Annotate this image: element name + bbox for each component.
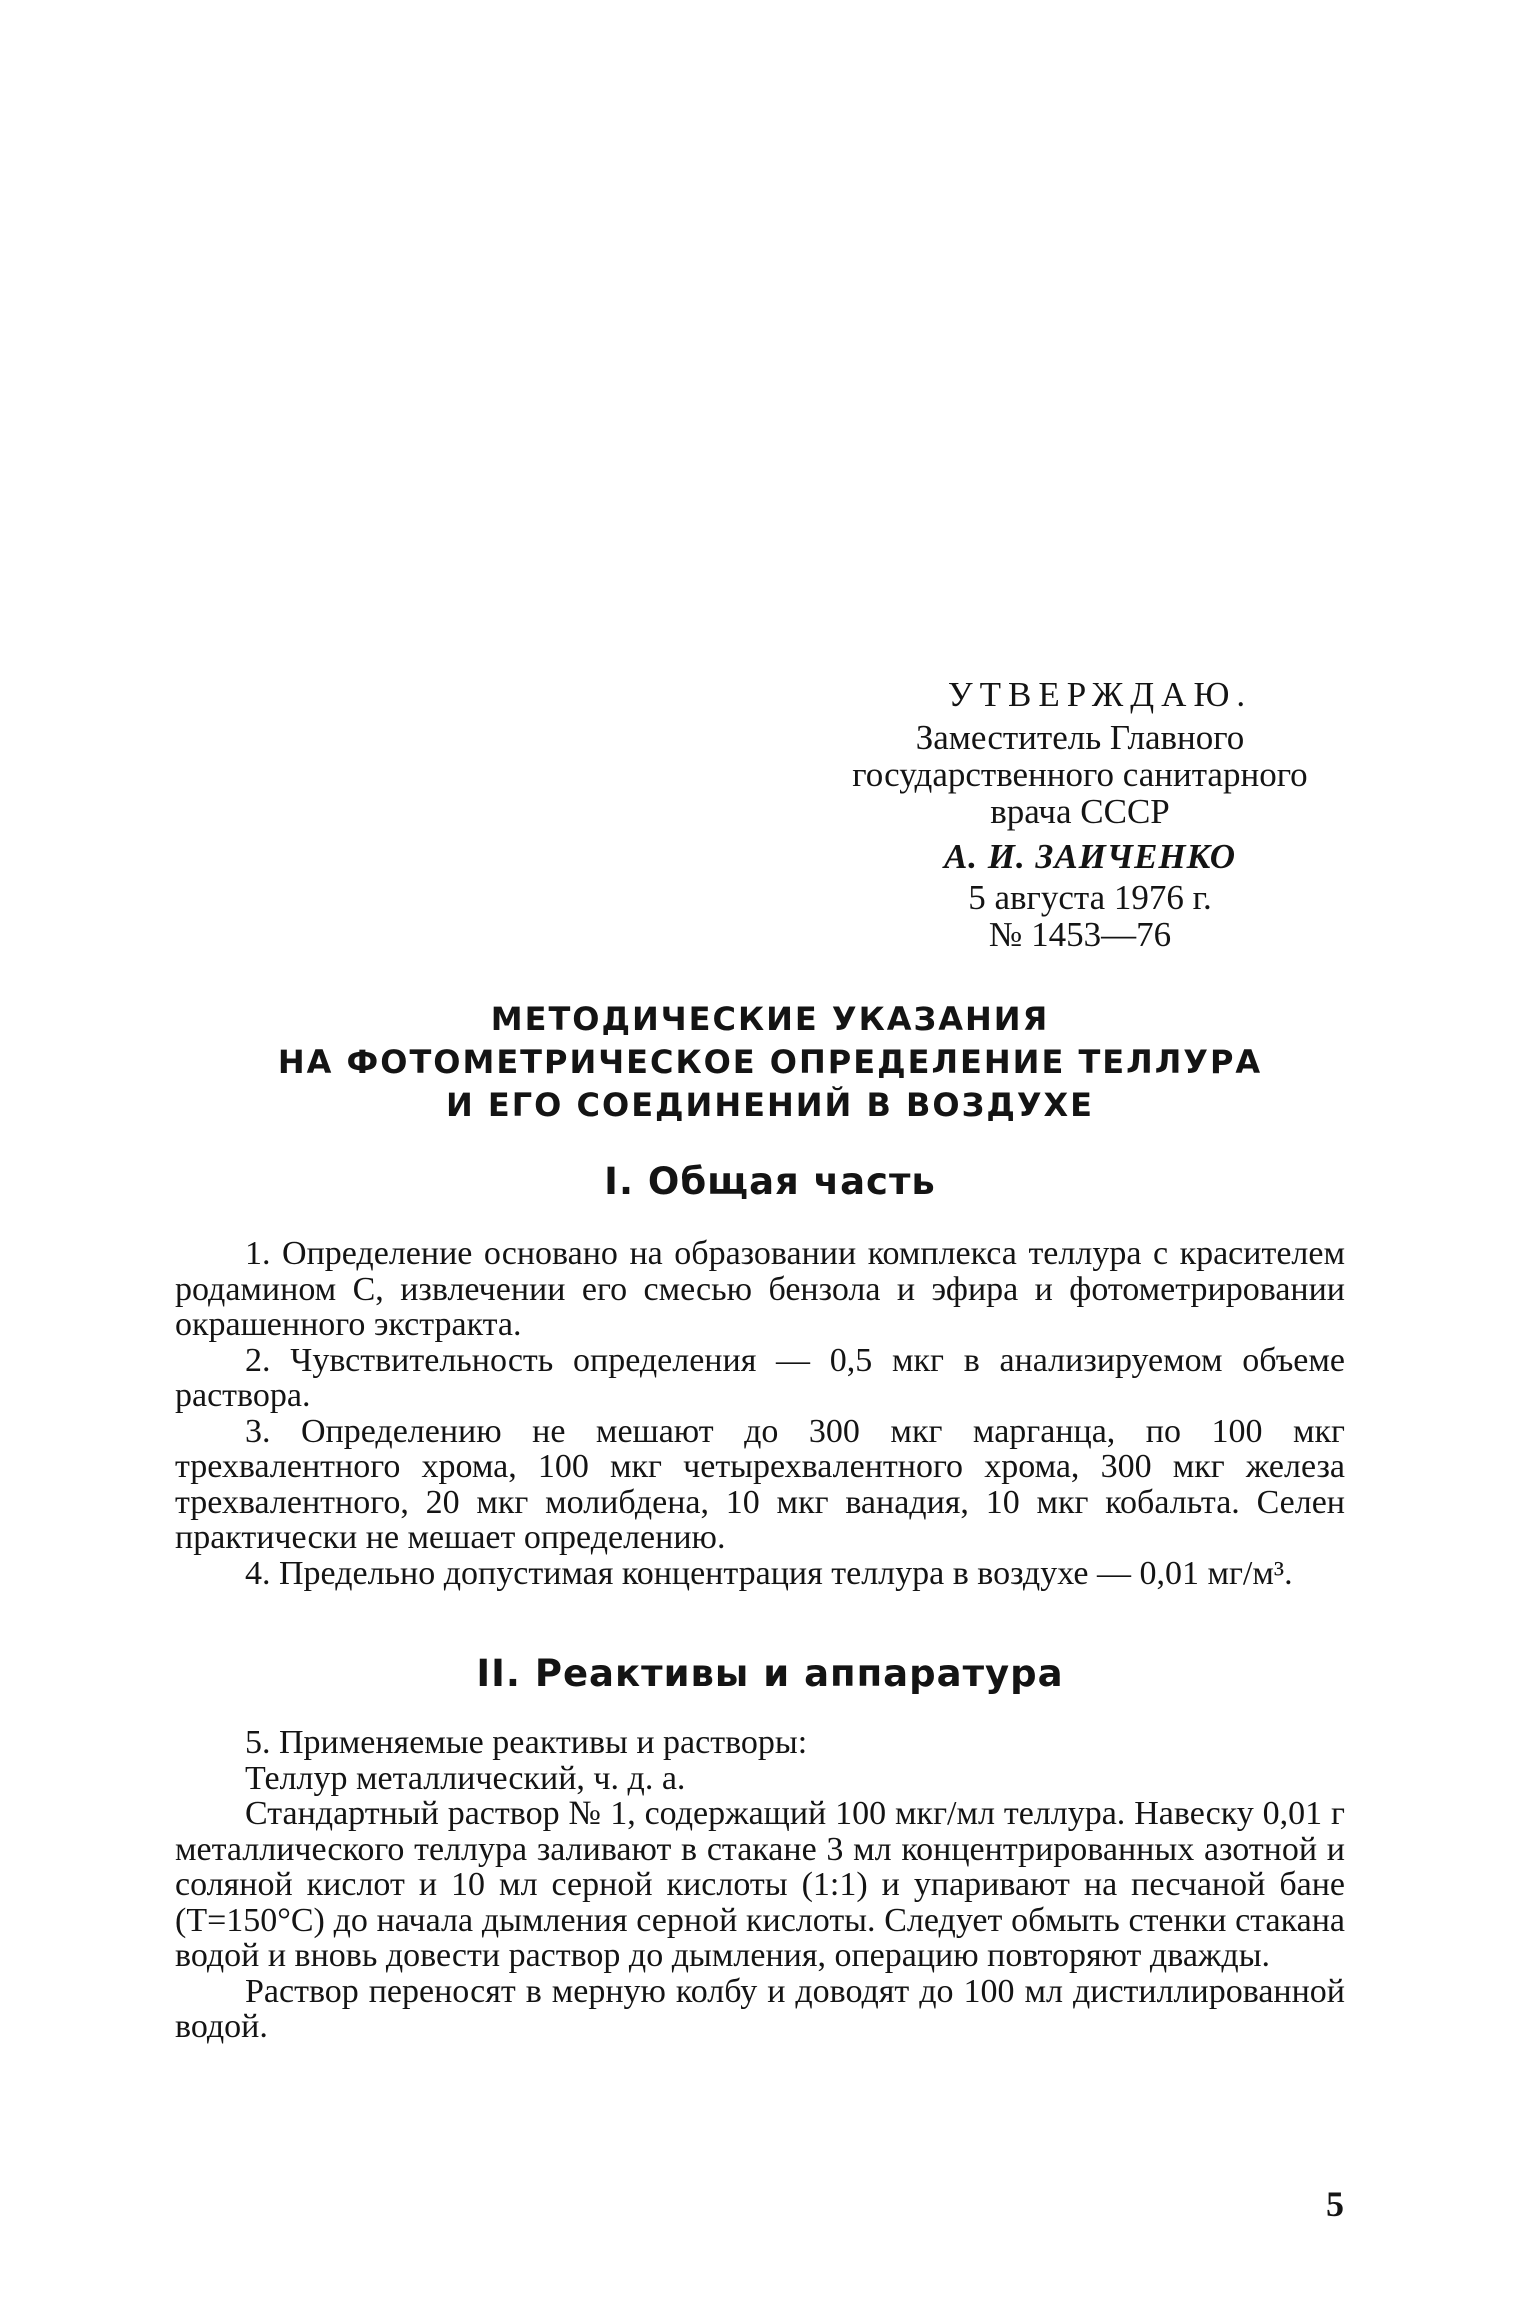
- document-title: [200, 998, 1340, 1127]
- document-title-line: МЕТОДИЧЕСКИЕ УКАЗАНИЯ: [490, 1000, 1050, 1038]
- page-number: 5: [1326, 2184, 1344, 2224]
- approver-position-line: Заместитель Главного: [915, 718, 1245, 757]
- paragraph: 1. Определение основано на образовании комплекса теллура с красителем родамином С, извлечении его смесью бензола и эфира и фотометрировании окрашенного экстракта.: [175, 1235, 1345, 1343]
- section-reagents-body: [175, 1725, 1345, 2045]
- approval-date: 5 августа 1976 г.: [968, 878, 1212, 917]
- approver-position-line: врача СССР: [990, 792, 1170, 831]
- section-general-body: [175, 1236, 1345, 1591]
- paragraph: 3. Определению не мешают до 300 мкг марганца, по 100 мкг трехвалентного хрома, 100 мкг четырехвалентного хрома, 300 мкг железа трехвалентного, 20 мкг молибдена, 10 мкг ванадия, 10 мкг кобальта. Селен практически не мешает определению.: [175, 1412, 1345, 1556]
- document-title-line: НА ФОТОМЕТРИЧЕСКОЕ ОПРЕДЕЛЕНИЕ ТЕЛЛУРА: [277, 1043, 1263, 1081]
- section-heading-general: I. Общая часть: [604, 1160, 936, 1203]
- approval-number: № 1453—76: [988, 915, 1172, 954]
- paragraph: 2. Чувствительность определения — 0,5 мкг в анализируемом объеме раствора.: [175, 1341, 1345, 1414]
- approval-header: УТВЕРЖДАЮ.: [947, 675, 1253, 714]
- paragraph: 5. Применяемые реактивы и растворы:: [245, 1724, 808, 1761]
- section-heading-reagents: II. Реактивы и аппаратура: [476, 1652, 1064, 1695]
- approver-position-line: государственного санитарного: [852, 755, 1308, 794]
- approval-block: [820, 676, 1340, 953]
- paragraph: Теллур металлический, ч. д. а.: [245, 1759, 686, 1797]
- approver-name: А. И. ЗАИЧЕНКО: [943, 837, 1237, 876]
- paragraph: Стандартный раствор № 1, содержащий 100 мкг/мл теллура. Навеску 0,01 г металлического теллура заливают в стакане 3 мл концентрированных азотной и соляной кислот и 10 мл серной кислоты (1:1) и упаривают на песчаной бане (T=150°С) до начала дымления серной кислоты. Следует обмыть стенки стакана водой и вновь довести раствор до дымления, операцию повторяют дважды.: [175, 1795, 1345, 1974]
- paragraph: 4. Предельно допустимая концентрация теллура в воздухе — 0,01 мг/м³.: [245, 1554, 1293, 1592]
- document-title-line: И ЕГО СОЕДИНЕНИЙ В ВОЗДУХЕ: [445, 1086, 1095, 1124]
- paragraph: Раствор переносят в мерную колбу и доводят до 100 мл дистиллированной водой.: [175, 1972, 1345, 2045]
